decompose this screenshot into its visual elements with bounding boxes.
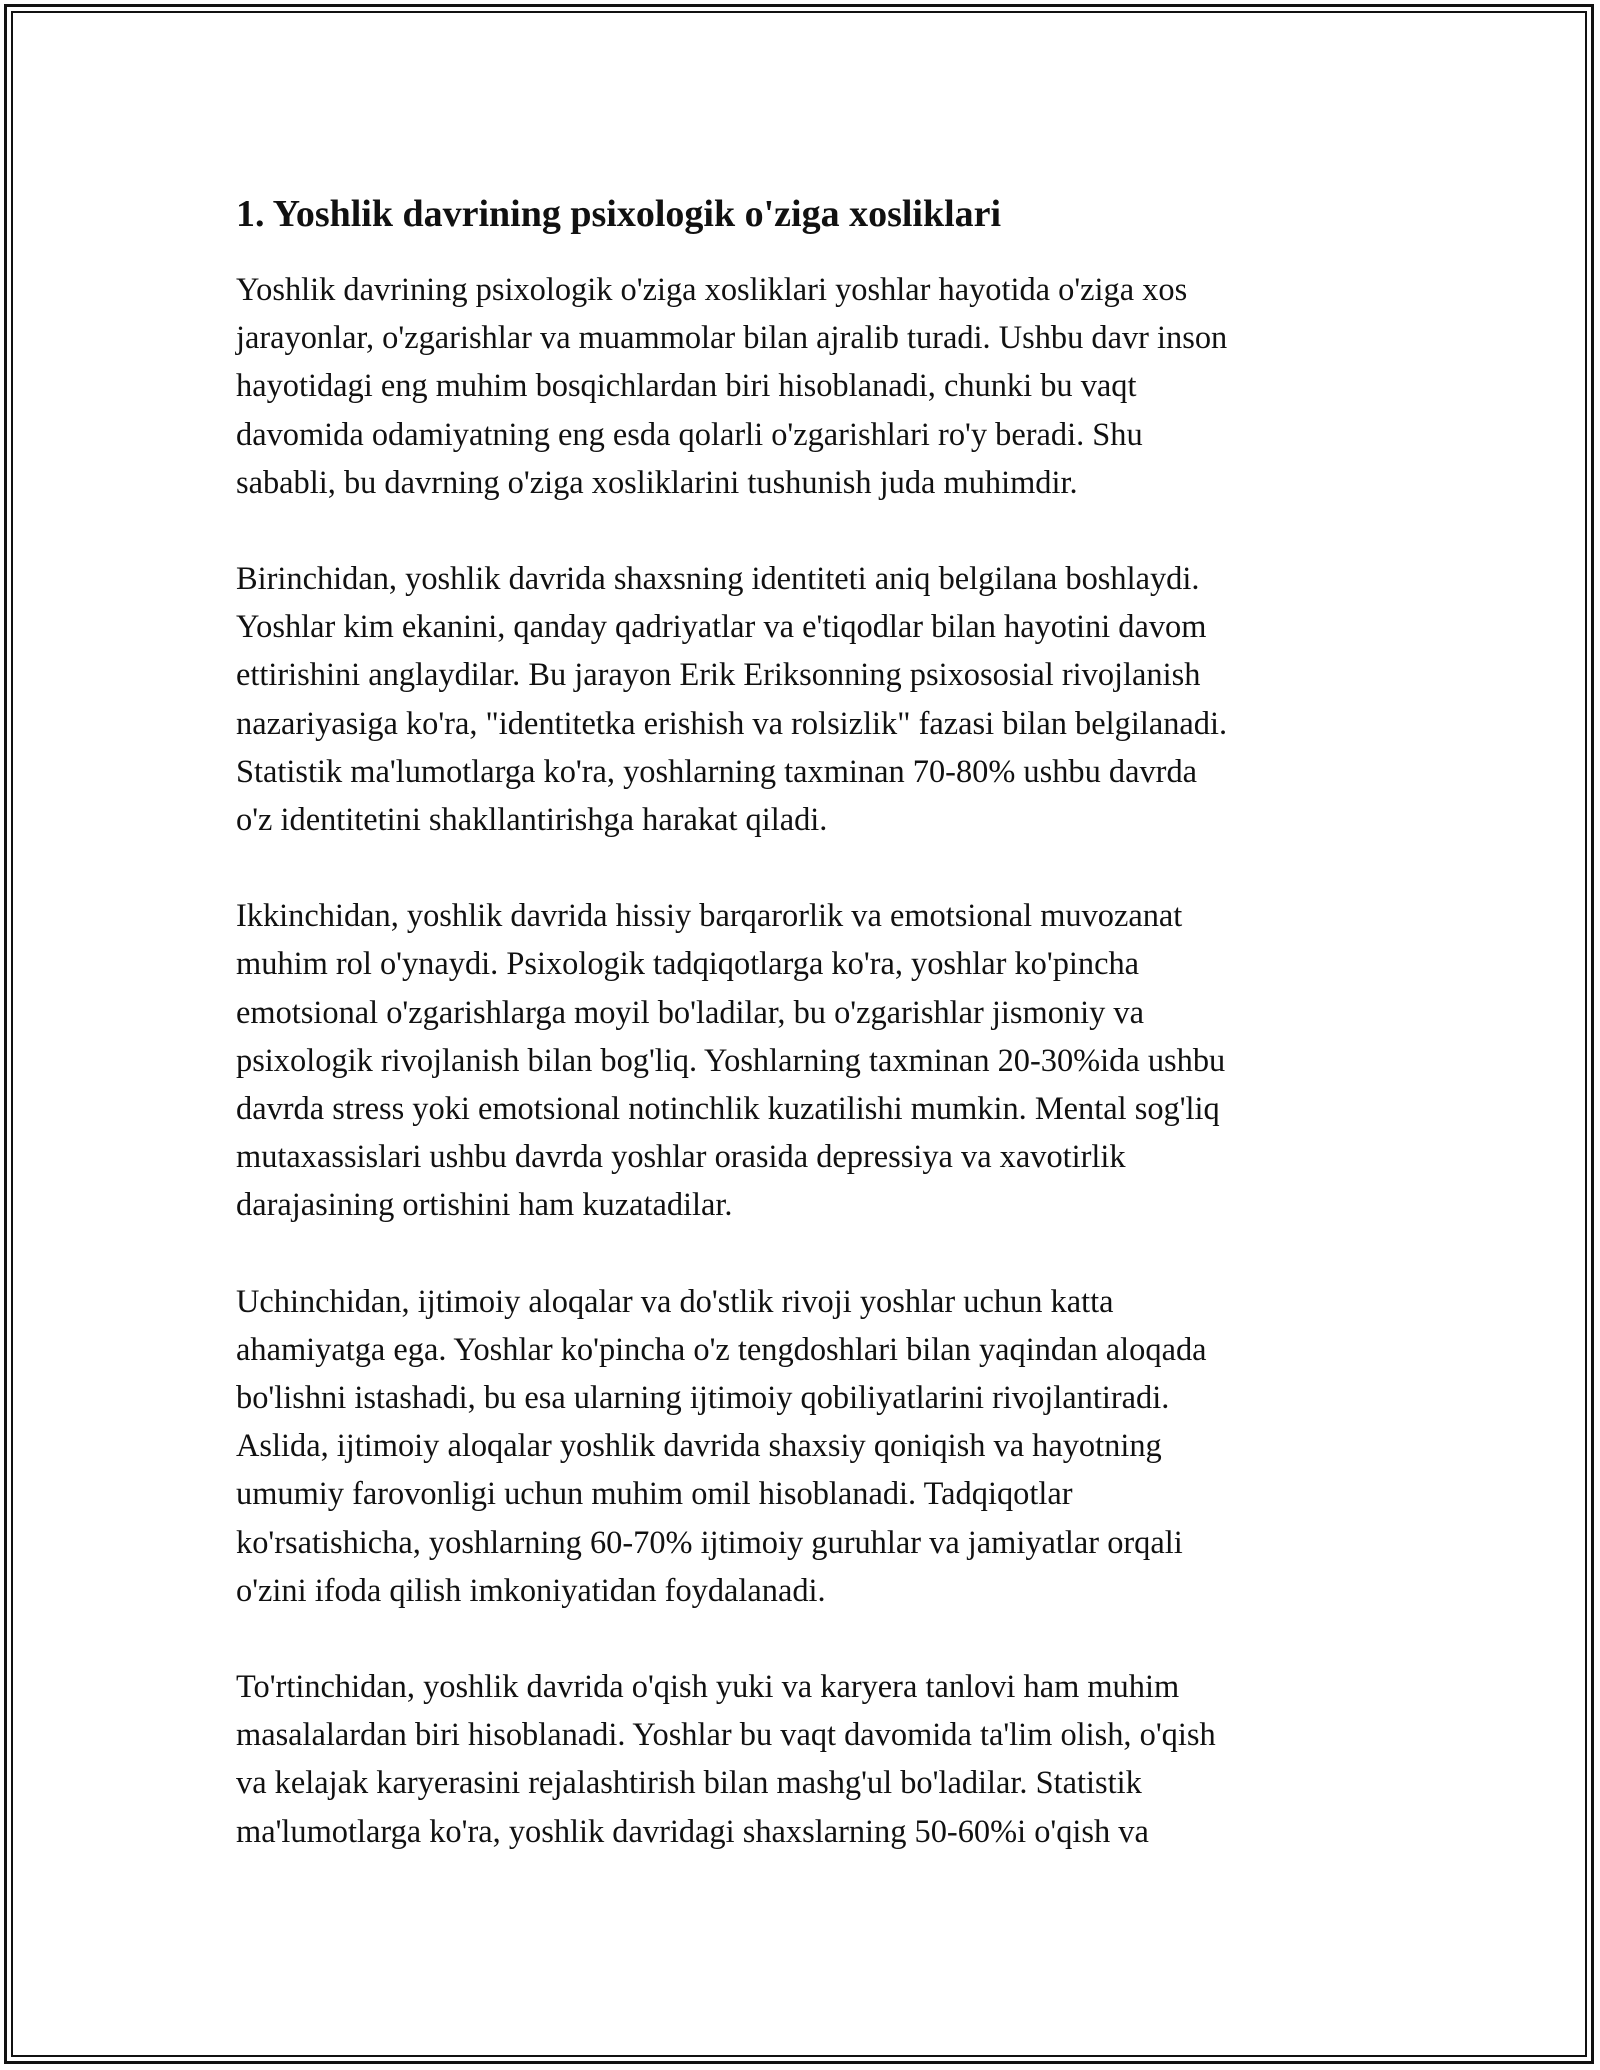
text-line: ko'rsatishicha, yoshlarning 60-70% ijtimoiy guruhlar va jamiyatlar orqali: [236, 1524, 1183, 1561]
text-line: Uchinchidan, ijtimoiy aloqalar va do'stlik rivoji yoshlar uchun katta: [236, 1283, 1114, 1320]
text-line: To'rtinchidan, yoshlik davrida o'qish yuki va karyera tanlovi ham muhim: [236, 1669, 1180, 1706]
paragraph-fourth: [236, 1663, 1376, 1856]
text-line: davrda stress yoki emotsional notinchlik kuzatilishi mumkin. Mental sog'liq: [236, 1091, 1220, 1128]
paragraph-first: [236, 555, 1376, 844]
text-line: o'z identitetini shakllantirishga harakat qiladi.: [236, 802, 828, 839]
text-line: mutaxassislari ushbu davrda yoshlar orasida depressiya va xavotirlik: [236, 1139, 1126, 1176]
text-line: muhim rol o'ynaydi. Psixologik tadqiqotlarga ko'ra, yoshlar ko'pincha: [236, 946, 1140, 983]
text-line: ma'lumotlarga ko'ra, yoshlik davridagi shaxslarning 50-60%i o'qish va: [236, 1813, 1149, 1850]
text-line: va kelajak karyerasini rejalashtirish bilan mashg'ul bo'ladilar. Statistik: [236, 1765, 1142, 1802]
paragraph-intro: [236, 266, 1376, 507]
text-line: psixologik rivojlanish bilan bog'liq. Yoshlarning taxminan 20-30%ida ushbu: [236, 1042, 1226, 1079]
text-line: ahamiyatga ega. Yoshlar ko'pincha o'z tengdoshlari bilan yaqindan aloqada: [236, 1331, 1207, 1368]
text-line: Yoshlik davrining psixologik o'ziga xosliklari yoshlar hayotida o'ziga xos: [236, 272, 1188, 308]
paragraph-second: [236, 892, 1376, 1229]
text-line: Ikkinchidan, yoshlik davrida hissiy barqarorlik va emotsional muvozanat: [236, 898, 1183, 935]
text-line: jarayonlar, o'zgarishlar va muammolar bilan ajralib turadi. Ushbu davr inson: [236, 320, 1228, 357]
document-body: [236, 188, 1376, 1904]
text-line: Aslida, ijtimoiy aloqalar yoshlik davrida shaxsiy qoniqish va hayotning: [236, 1428, 1162, 1465]
text-line: Birinchidan, yoshlik davrida shaxsning identiteti aniq belgilana boshlaydi.: [236, 561, 1200, 598]
section-heading: 1. Yoshlik davrining psixologik o'ziga xosliklari: [236, 193, 1002, 235]
text-line: hayotidagi eng muhim bosqichlardan biri hisoblanadi, chunki bu vaqt: [236, 368, 1137, 405]
text-line: umumiy farovonligi uchun muhim omil hisoblanadi. Tadqiqotlar: [236, 1476, 1073, 1513]
text-line: Statistik ma'lumotlarga ko'ra, yoshlarning taxminan 70-80% ushbu davrda: [236, 753, 1198, 790]
text-line: davomida odamiyatning eng esda qolarli o'zgarishlari ro'y beradi. Shu: [236, 416, 1143, 453]
text-line: emotsional o'zgarishlarga moyil bo'ladilar, bu o'zgarishlar jismoniy va: [236, 994, 1144, 1031]
paragraph-third: [236, 1278, 1376, 1615]
text-line: sababli, bu davrning o'ziga xosliklarini tushunish juda muhimdir.: [236, 464, 1078, 501]
text-line: ettirishini anglaydilar. Bu jarayon Erik Eriksonning psixososial rivojlanish: [236, 657, 1201, 694]
text-line: bo'lishni istashadi, bu esa ularning ijtimoiy qobiliyatlarini rivojlantiradi.: [236, 1380, 1170, 1417]
text-line: masalalardan biri hisoblanadi. Yoshlar bu vaqt davomida ta'lim olish, o'qish: [236, 1717, 1216, 1754]
text-line: darajasining ortishini ham kuzatadilar.: [236, 1187, 733, 1224]
text-line: o'zini ifoda qilish imkoniyatidan foydalanadi.: [236, 1572, 826, 1609]
text-line: nazariyasiga ko'ra, "identitetka erishish va rolsizlik" fazasi bilan belgilanadi.: [236, 705, 1228, 742]
text-line: Yoshlar kim ekanini, qanday qadriyatlar va e'tiqodlar bilan hayotini davom: [236, 609, 1207, 646]
